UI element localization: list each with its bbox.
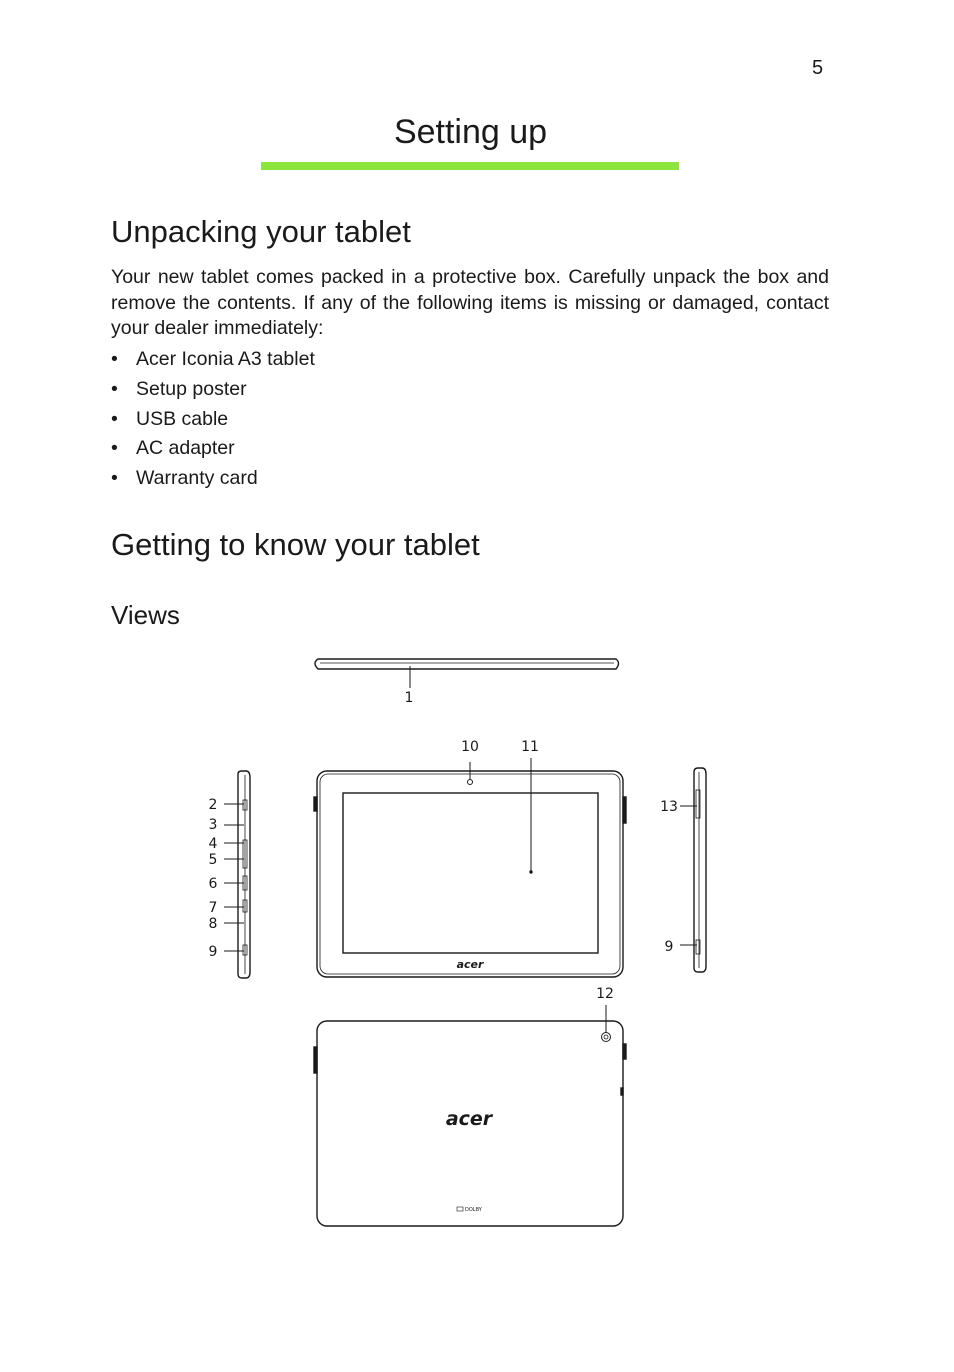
dolby-mark: DOLBY xyxy=(465,1207,482,1213)
list-item-text: AC adapter xyxy=(136,437,235,460)
chapter-title-underline xyxy=(261,162,679,170)
list-item-text: Acer Iconia A3 tablet xyxy=(136,348,315,370)
tablet-front-view xyxy=(314,758,626,977)
callout-label: 7 xyxy=(208,900,218,916)
tablet-top-view xyxy=(315,659,619,688)
front-acer-logo: acer xyxy=(456,958,484,971)
unpacking-intro: Your new tablet comes packed in a protective box. Carefully unpack the box and remove the contents. If any of the following items is missing or damaged, contact your dealer immediately: xyxy=(111,266,829,339)
list-item-text: USB cable xyxy=(136,407,229,430)
callout-label: 6 xyxy=(208,876,218,892)
bullet: • xyxy=(111,348,118,370)
tablet-views-diagram xyxy=(0,640,954,1240)
list-item xyxy=(111,405,315,435)
list-item xyxy=(111,434,315,464)
callout-label: 9 xyxy=(208,944,218,960)
back-acer-logo: acer xyxy=(445,1108,493,1130)
tablet-left-side-view xyxy=(224,771,250,978)
bullet: • xyxy=(111,377,118,400)
package-contents-list xyxy=(111,345,315,494)
callout-label: 5 xyxy=(208,852,218,868)
callout-label: 11 xyxy=(521,739,539,755)
list-item-text: Warranty card xyxy=(136,467,258,490)
callout-label: 13 xyxy=(660,799,678,815)
callout-label: 9 xyxy=(664,939,674,955)
callout-label: 2 xyxy=(208,797,218,813)
callout-label: 8 xyxy=(208,916,218,932)
callout-label: 12 xyxy=(596,986,614,1002)
unpacking-heading: Unpacking your tablet xyxy=(111,214,411,249)
list-item-text: Setup poster xyxy=(136,377,247,400)
list-item xyxy=(111,345,315,375)
getting-to-know-heading: Getting to know your tablet xyxy=(111,527,480,562)
bullet: • xyxy=(111,407,118,430)
bullet: • xyxy=(111,467,118,490)
callout-label: 1 xyxy=(404,690,414,706)
callout-label: 10 xyxy=(461,739,479,755)
callout-label: 3 xyxy=(208,817,218,833)
list-item xyxy=(111,375,315,405)
tablet-right-side-view xyxy=(680,768,706,972)
bullet: • xyxy=(111,437,118,460)
views-heading: Views xyxy=(111,600,180,630)
list-item xyxy=(111,464,315,494)
page-number: 5 xyxy=(812,57,824,79)
callout-label: 4 xyxy=(208,836,218,852)
chapter-title: Setting up xyxy=(393,113,548,151)
